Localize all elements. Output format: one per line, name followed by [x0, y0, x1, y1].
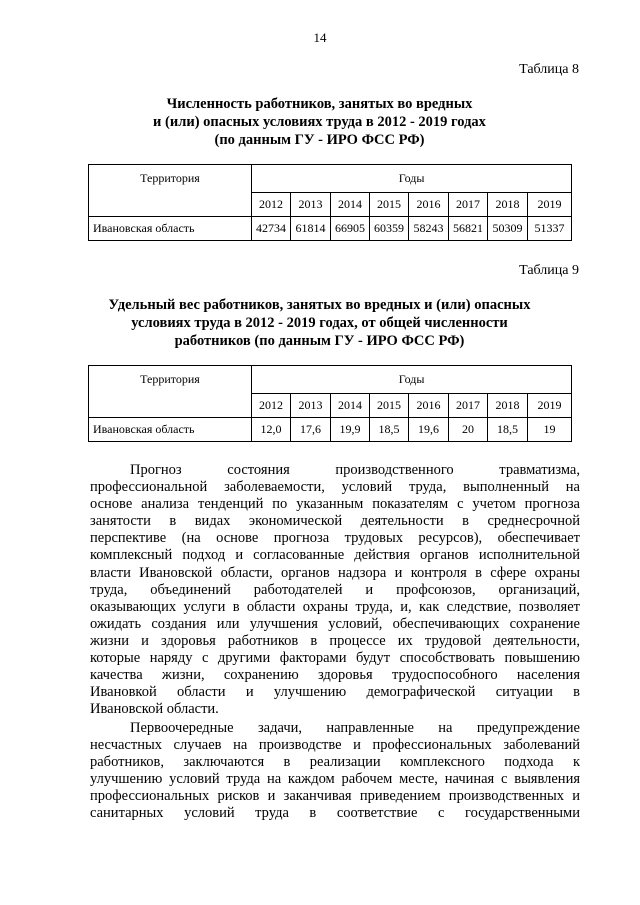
table8-year: 2016 — [409, 193, 449, 217]
table8-value: 60359 — [370, 217, 409, 241]
table8-title-line: Численность работников, занятых во вредных — [166, 96, 473, 112]
table8-territory-header: Территория — [89, 165, 252, 217]
table8-value: 58243 — [409, 217, 449, 241]
table9-value: 17,6 — [291, 418, 331, 442]
text-line: несчастных случаев на производстве и профессиональных заболеваний — [90, 737, 580, 754]
text-line: комплексный подход и согласованные действия органов исполнительной — [90, 547, 580, 564]
table9-row-name: Ивановская область — [89, 418, 252, 442]
text-line: работников, заключаются в реализации комплексного подхода к — [90, 754, 580, 771]
table8-year: 2017 — [449, 193, 488, 217]
text-line: жизни и здоровья работников в процессе их трудовой деятельности, — [90, 632, 580, 649]
table8-year: 2019 — [528, 193, 572, 217]
table8-title-line: (по данным ГУ - ИРО ФСС РФ) — [214, 132, 425, 148]
table8-year: 2014 — [331, 193, 370, 217]
table8-label: Таблица 8 — [519, 62, 579, 77]
table9-year: 2013 — [291, 394, 331, 418]
table9-value: 20 — [449, 418, 488, 442]
paragraph-forecast — [90, 462, 580, 718]
table9-year: 2019 — [528, 394, 572, 418]
text-line: улучшению условий труда на каждом рабочем месте, начиная с выявления — [90, 771, 580, 788]
table8-year: 2013 — [291, 193, 331, 217]
table9-title-line: работников (по данным ГУ - ИРО ФСС РФ) — [174, 333, 465, 349]
text-line: ожидать создания или улучшения условий, обеспечивающих сохранение — [90, 615, 580, 632]
table8 — [88, 164, 572, 241]
text-line: труда, объединений работодателей и профсоюзов, организаций, — [90, 581, 580, 598]
table9-value: 19,6 — [409, 418, 449, 442]
page-number: 14 — [313, 30, 327, 45]
table9-value: 19,9 — [331, 418, 370, 442]
table8-years-header: Годы — [252, 165, 572, 193]
table9-title — [60, 296, 579, 350]
table9-year: 2014 — [331, 394, 370, 418]
text-line: перспективе (на основе прогноза трудовых ресурсов), обеспечивает — [90, 530, 580, 547]
table9-year: 2018 — [488, 394, 528, 418]
table9-title-line: условиях труда в 2012 - 2019 годах, от общей численности — [131, 315, 508, 331]
table9-year: 2017 — [449, 394, 488, 418]
text-line: санитарных условий труда в соответствие с государственными — [90, 805, 580, 822]
table9-label: Таблица 9 — [519, 263, 579, 278]
text-line: основе анализа тенденций по указанным показателям с учетом прогноза — [90, 496, 580, 513]
text-line: занятости в видах экономической деятельности в среднесрочной — [90, 513, 580, 530]
table9-year: 2015 — [370, 394, 409, 418]
table9-value: 19 — [528, 418, 572, 442]
table9-value: 18,5 — [370, 418, 409, 442]
table8-year: 2015 — [370, 193, 409, 217]
table9-value: 18,5 — [488, 418, 528, 442]
table9-title-line: Удельный вес работников, занятых во вредных и (или) опасных — [108, 297, 531, 313]
table8-value: 42734 — [252, 217, 291, 241]
table9-year: 2012 — [252, 394, 291, 418]
table8-value: 61814 — [291, 217, 331, 241]
table9-territory-header: Территория — [89, 366, 252, 418]
text-line: власти Ивановской области, органов надзора и контроля в сфере охраны — [90, 564, 580, 581]
table9-years-header: Годы — [252, 366, 572, 394]
table8-value: 56821 — [449, 217, 488, 241]
table8-year: 2018 — [488, 193, 528, 217]
text-line: Ивановской области. — [90, 701, 219, 718]
table8-row-name: Ивановская область — [89, 217, 252, 241]
paragraph-priority-tasks — [90, 720, 580, 823]
table9-value: 12,0 — [252, 418, 291, 442]
table8-title-line: и (или) опасных условиях труда в 2012 - 2019 годах — [153, 114, 486, 130]
text-line: Прогноз состояния производственного травматизма, — [130, 462, 580, 478]
text-line: оказывающих услуги в области охраны труда, и, как следствие, позволяет — [90, 598, 580, 615]
table-row — [89, 418, 572, 442]
table8-value: 50309 — [488, 217, 528, 241]
text-line: которые наряду с другими факторами будут способствовать повышению — [90, 650, 580, 667]
table8-value: 51337 — [528, 217, 572, 241]
table9 — [88, 365, 572, 442]
text-line: профессиональной заболеваемости, условий труда, выполненный на — [90, 479, 580, 496]
text-line: Первоочередные задачи, направленные на предупреждение — [130, 720, 580, 736]
text-line: Ивановкой области и улучшению демографической ситуации в — [90, 684, 580, 701]
text-line: профессиональных рисков и заканчивая приведением производственных и — [90, 788, 580, 805]
table8-year: 2012 — [252, 193, 291, 217]
table8-value: 66905 — [331, 217, 370, 241]
table8-title — [60, 95, 579, 149]
table9-year: 2016 — [409, 394, 449, 418]
text-line: качества жизни, сохранению здоровья трудоспособного населения — [90, 667, 580, 684]
table-row — [89, 217, 572, 241]
